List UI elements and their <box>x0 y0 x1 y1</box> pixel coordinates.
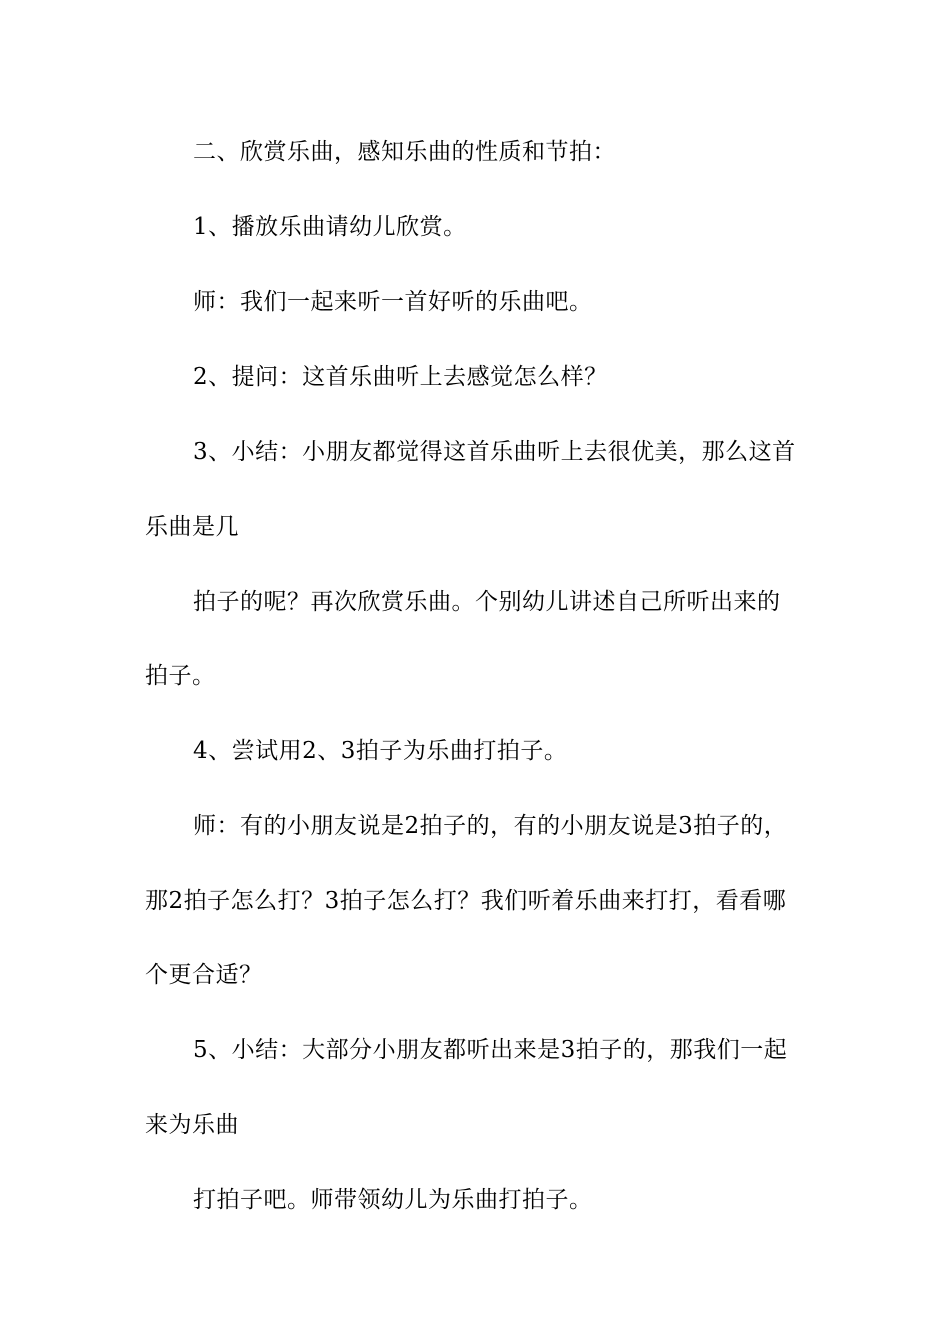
paragraph-line: 那2拍子怎么打？3拍子怎么打？我们听着乐曲来打打，看看哪 <box>145 888 787 914</box>
paragraph-line: 来为乐曲 <box>145 1112 239 1138</box>
paragraph-line: 2、提问：这首乐曲听上去感觉怎么样？ <box>193 364 608 390</box>
paragraph-line: 拍子。 <box>145 663 216 689</box>
paragraph-line: 1、播放乐曲请幼儿欣赏。 <box>193 214 467 240</box>
paragraph-line: 4、尝试用2、3拍子为乐曲打拍子。 <box>193 738 568 764</box>
paragraph-line: 师：有的小朋友说是2拍子的，有的小朋友说是3拍子的， <box>193 813 788 839</box>
section-heading: 二、欣赏乐曲，感知乐曲的性质和节拍： <box>193 139 616 165</box>
paragraph-line: 乐曲是几 <box>145 514 239 540</box>
paragraph-line: 打拍子吧。师带领幼儿为乐曲打拍子。 <box>193 1187 593 1213</box>
paragraph-line: 拍子的呢？再次欣赏乐曲。个别幼儿讲述自己所听出来的 <box>193 589 781 615</box>
paragraph-line: 个更合适？ <box>145 962 263 988</box>
paragraph-line: 5、小结：大部分小朋友都听出来是3拍子的，那我们一起 <box>193 1037 788 1063</box>
paragraph-line: 3、小结：小朋友都觉得这首乐曲听上去很优美，那么这首 <box>193 439 796 465</box>
paragraph-line: 师：我们一起来听一首好听的乐曲吧。 <box>193 289 593 315</box>
